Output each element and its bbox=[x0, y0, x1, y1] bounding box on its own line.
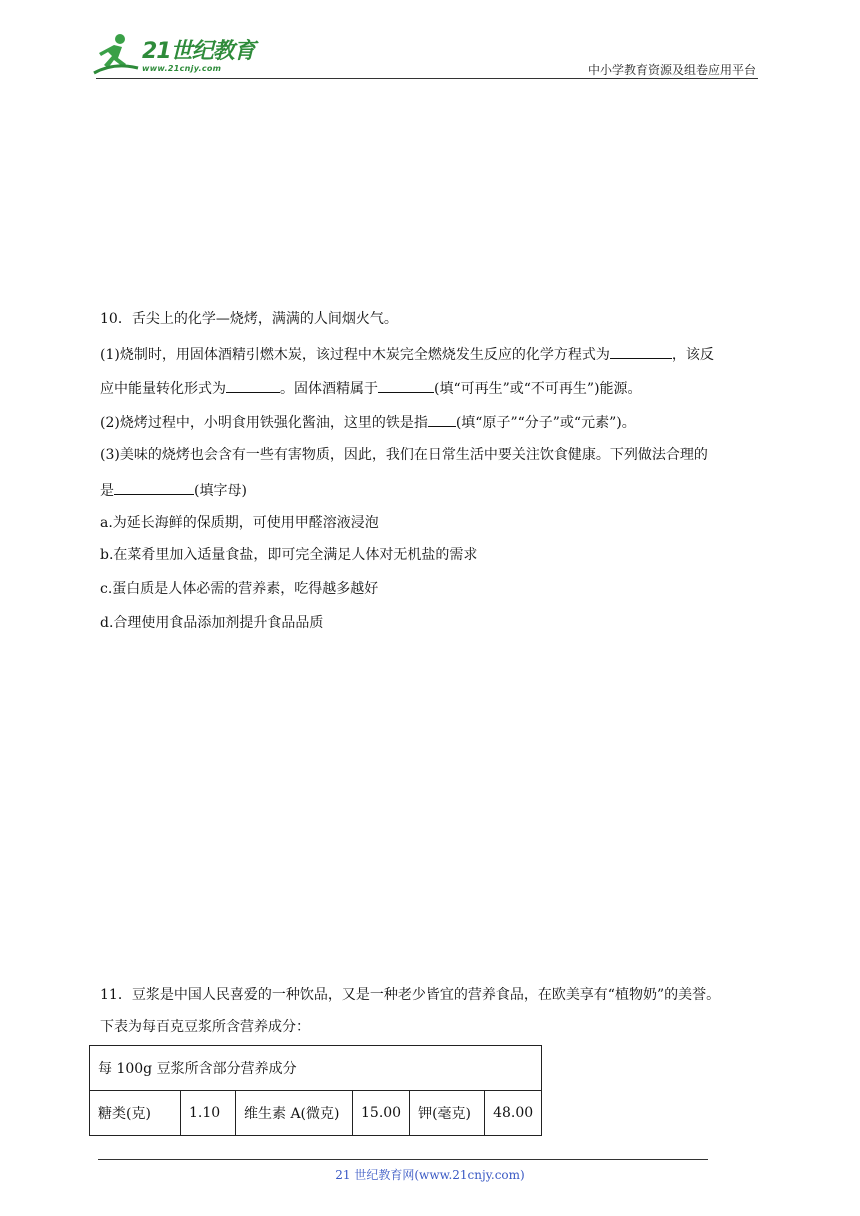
q10-part3-line1: (3)美味的烧烤也会含有一些有害物质，因此，我们在日常生活中要关注饮食健康。下列做法合理的 bbox=[100, 447, 708, 463]
table-cell-vitamin-a-label: 维生素 A(微克) bbox=[236, 1091, 353, 1136]
table-header-row bbox=[90, 1046, 542, 1091]
answer-blank-energy[interactable] bbox=[226, 377, 280, 393]
q10-part2-text-b: (填“原子”“分子”或“元素”)。 bbox=[455, 415, 636, 431]
q10-title: 10．舌尖上的化学—烧烤，满满的人间烟火气。 bbox=[100, 311, 398, 327]
answer-blank-equation[interactable] bbox=[610, 343, 672, 359]
q10-part1-line2 bbox=[100, 377, 642, 399]
header-divider bbox=[96, 78, 758, 79]
page-header bbox=[0, 0, 860, 80]
q10-part1-text-d: 。固体酒精属于 bbox=[280, 381, 378, 397]
q10-option-d: d.合理使用食品添加剂提升食品品质 bbox=[100, 615, 324, 631]
site-logo bbox=[92, 32, 262, 78]
table-cell-potassium-value: 48.00 bbox=[485, 1091, 542, 1136]
q10-option-a: a.为延长海鲜的保质期，可使用甲醛溶液浸泡 bbox=[100, 515, 379, 531]
table-header-cell: 每 100g 豆浆所含部分营养成分 bbox=[90, 1046, 542, 1091]
table-cell-sugar-value: 1.10 bbox=[181, 1091, 236, 1136]
answer-blank-choice[interactable] bbox=[114, 479, 194, 495]
q10-option-c: c.蛋白质是人体必需的营养素，吃得越多越好 bbox=[100, 581, 379, 597]
table-cell-sugar-label: 糖类(克) bbox=[90, 1091, 181, 1136]
nutrition-table bbox=[89, 1045, 542, 1136]
q10-part1-text-a: (1)烧制时，用固体酒精引燃木炭，该过程中木炭完全燃烧发生反应的化学方程式为 bbox=[100, 347, 610, 363]
header-tagline: 中小学教育资源及组卷应用平台 bbox=[587, 63, 756, 77]
table-cell-potassium-label: 钾(毫克) bbox=[410, 1091, 485, 1136]
q10-part3-text-c: (填字母) bbox=[194, 483, 247, 499]
table-row bbox=[90, 1091, 542, 1136]
answer-blank-iron[interactable] bbox=[428, 411, 456, 427]
runner-logo-icon bbox=[92, 32, 140, 76]
q11-line2: 下表为每百克豆浆所含营养成分： bbox=[100, 1019, 310, 1035]
footer-divider bbox=[98, 1159, 708, 1160]
table-cell-vitamin-a-value: 15.00 bbox=[353, 1091, 410, 1136]
logo-text: 21世纪教育 bbox=[142, 39, 255, 64]
q11-line1: 11．豆浆是中国人民喜爱的一种饮品，又是一种老少皆宜的营养食品，在欧美享有“植物奶”的美誉。 bbox=[100, 987, 721, 1003]
q10-part1-line1 bbox=[100, 343, 714, 365]
q10-part1-text-b: ，该反 bbox=[671, 347, 714, 363]
q10-part1-text-c: 应中能量转化形式为 bbox=[100, 381, 226, 397]
q10-part2 bbox=[100, 411, 636, 433]
logo-url: www.21cnjy.com bbox=[142, 64, 222, 73]
q10-part3-text-b: 是 bbox=[100, 483, 114, 499]
q10-part2-text-a: (2)烧烤过程中，小明食用铁强化酱油，这里的铁是指 bbox=[100, 415, 428, 431]
q10-part3-line2 bbox=[100, 479, 247, 501]
q10-part1-text-e: (填“可再生”或“不可再生”)能源。 bbox=[434, 381, 642, 397]
q10-option-b: b.在菜肴里加入适量食盐，即可完全满足人体对无机盐的需求 bbox=[100, 547, 478, 563]
answer-blank-renewable[interactable] bbox=[378, 377, 434, 393]
footer-link[interactable]: 21 世纪教育网(www.21cnjy.com) bbox=[335, 1168, 525, 1182]
